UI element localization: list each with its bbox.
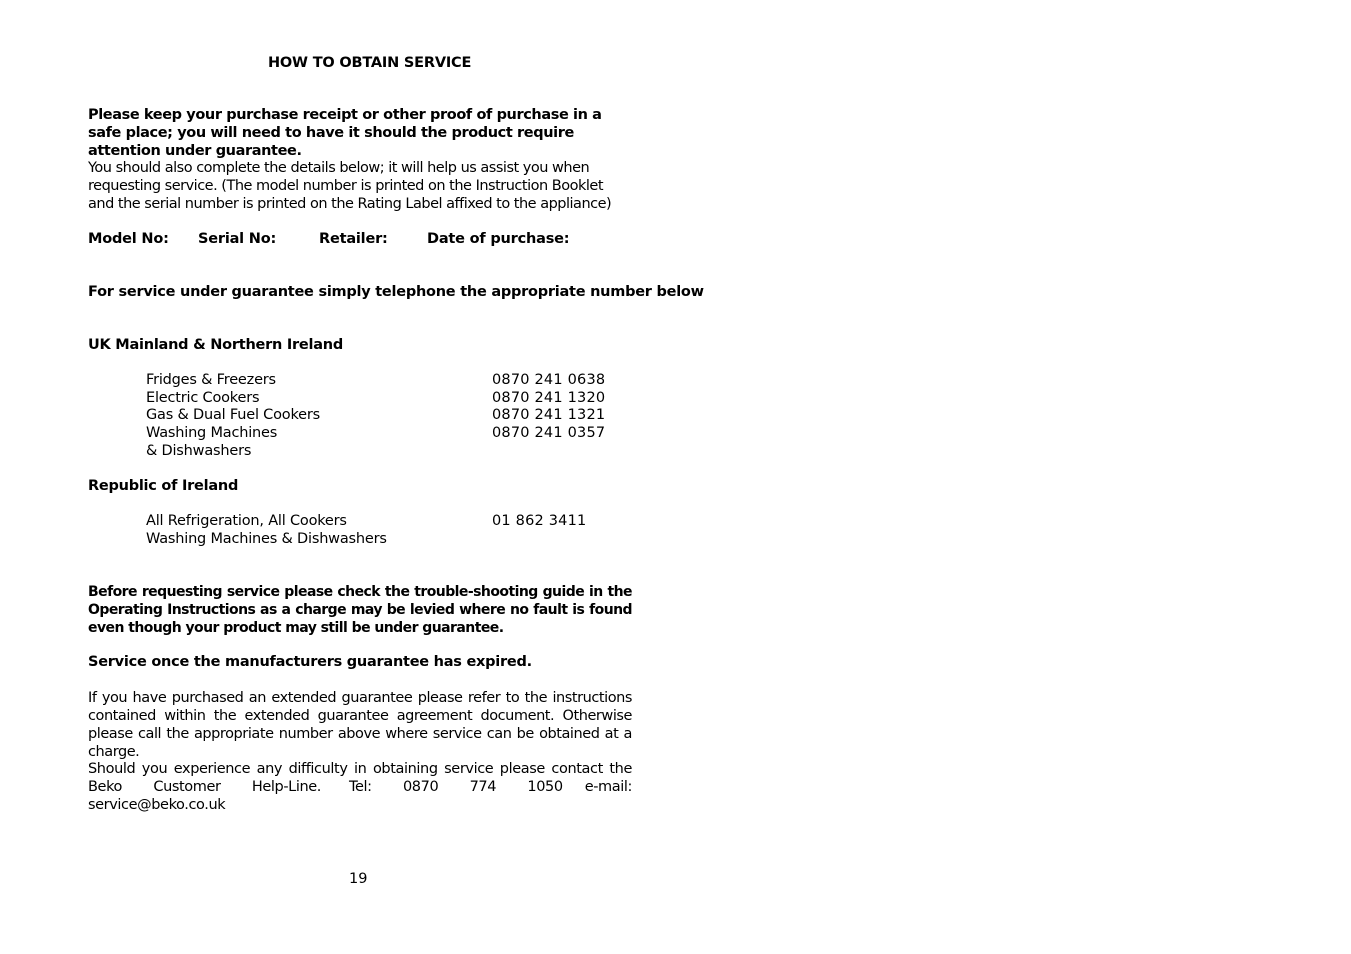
ireland-service-label: Washing Machines & Dishwashers [146,530,387,547]
helpline-intro: Should you experience any difficulty in obtaining service please contact the Beko Customer Help-Line. [88,761,632,795]
page-title: HOW TO OBTAIN SERVICE [268,55,472,71]
uk-service-number: 0870 241 1320 [492,389,606,406]
helpline-text [88,760,632,814]
serial-no-label: Serial No: [198,231,277,247]
ireland-service-label: All Refrigeration, All Cookers [146,513,347,529]
uk-service-label: Washing Machines [146,425,278,442]
ireland-heading: Republic of Ireland [88,478,239,494]
retailer-label: Retailer: [319,231,388,247]
uk-service-number: 0870 241 0357 [492,425,606,442]
uk-service-label: & Dishwashers [146,442,252,459]
helpline-tel: Tel: 0870 774 1050 [349,779,563,795]
date-of-purchase-label: Date of purchase: [427,231,570,247]
uk-service-number: 0870 241 0638 [492,372,606,388]
uk-heading: UK Mainland & Northern Ireland [88,337,343,353]
page-number: 19 [349,871,368,887]
ireland-service-number: 01 862 3411 [492,513,587,529]
details-instruction: You should also complete the details below; it will help us assist you when requesting service. (The model number is printed on the Instruction Booklet and the serial number is printed on the Rating Label affixed to the appliance) [88,160,612,212]
extended-guarantee-text: If you have purchased an extended guarantee please refer to the instructions contained within the extended guarantee agreement document. Otherwise please call the appropriate number above where service can be obtained at a charge. [88,690,632,760]
guarantee-service-line: For service under guarantee simply telephone the appropriate number below [88,284,704,300]
helpline-email: e-mail: service@beko.co.uk [88,779,632,813]
uk-service-label: Fridges & Freezers [146,372,276,388]
troubleshooting-notice: Before requesting service please check the trouble-shooting guide in the Operating Instructions as a charge may be levied where no fault is found even though your product may still be under guarantee. [88,584,632,636]
uk-service-label: Gas & Dual Fuel Cookers [146,407,320,424]
model-no-label: Model No: [88,231,169,247]
receipt-notice: Please keep your purchase receipt or other proof of purchase in a safe place; you will need to have it should the product require attention under guarantee. [88,107,602,159]
expired-heading: Service once the manufacturers guarantee has expired. [88,654,532,670]
uk-service-number: 0870 241 1321 [492,407,606,424]
uk-service-label: Electric Cookers [146,389,260,406]
